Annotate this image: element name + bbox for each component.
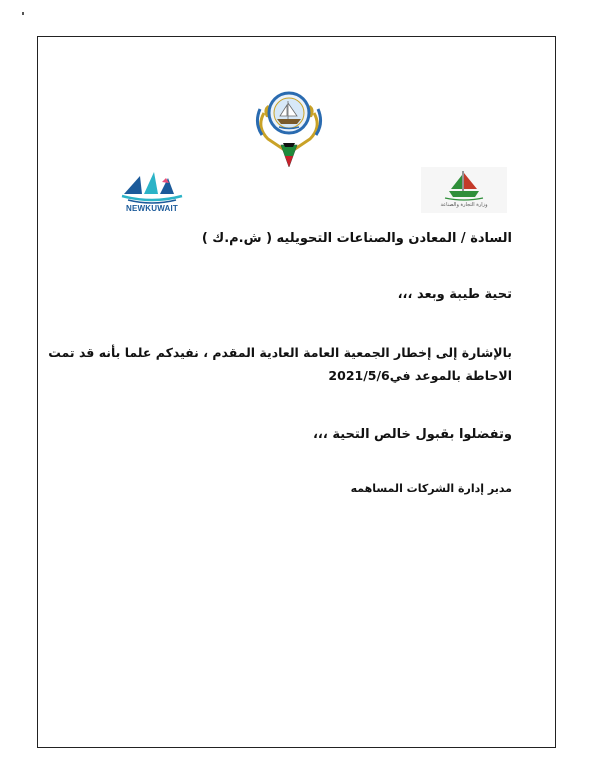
letter-signature: مدير إدارة الشركات المساهمه — [350, 482, 512, 495]
ministry-logo — [421, 167, 507, 213]
state-emblem-icon — [250, 83, 328, 167]
state-emblem-logo — [250, 83, 328, 167]
new-kuwait-logo — [118, 168, 186, 216]
letter-closing: وتفضلوا بقبول خالص التحية ،،، — [312, 427, 512, 442]
letter-addressee: السادة / المعادن والصناعات التحويليه ( ش.م.ك ) — [201, 231, 512, 246]
letter-body-line-2: الاحاطة بالموعد في2021/5/6 — [328, 368, 512, 383]
letter-body-line-1: بالإشارة إلى إخطار الجمعية العامة العادية المقدم ، نفيدكم علما بأنه قد تمت — [48, 345, 512, 360]
sail-icon — [118, 168, 186, 206]
letter-greeting: تحية طيبة وبعد ،،، — [397, 287, 512, 302]
new-kuwait-wordmark: NEWKUWAIT — [125, 204, 178, 213]
dhow-icon — [421, 167, 507, 203]
ministry-caption: وزارة التجارة والصناعة — [440, 202, 488, 208]
scan-speck — [22, 12, 24, 15]
